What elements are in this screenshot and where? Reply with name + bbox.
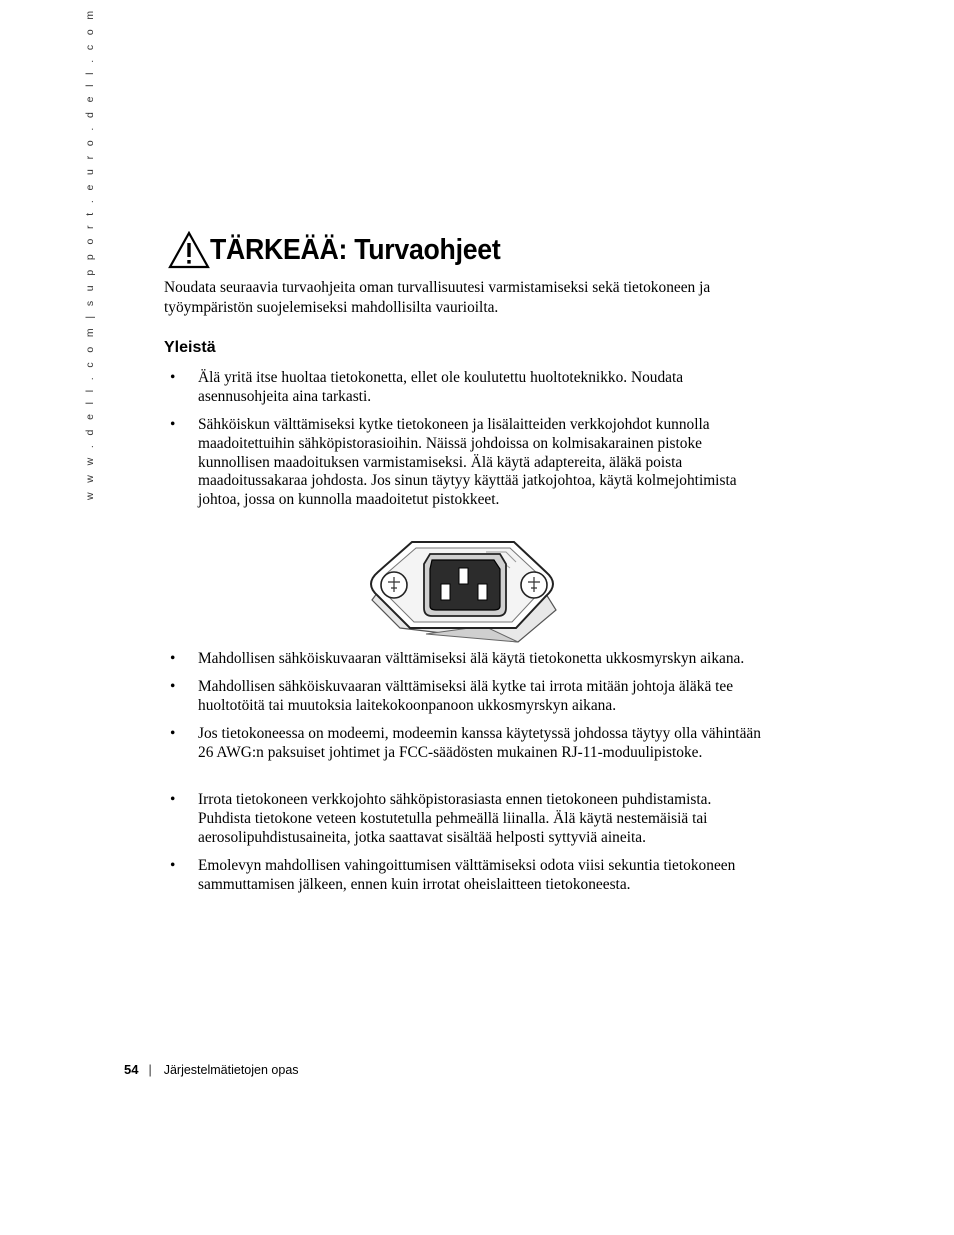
side-url: w w w . d e l l . c o m | s u p p o r t . e u r o . d e l l . c o m [84, 7, 96, 500]
intro-paragraph: Noudata seuraavia turvaohjeita oman turvallisuutesi varmistamiseksi sekä tietokoneen ja työympäristön suojelemiseksi mahdollisilta vaurioilta. [164, 279, 711, 316]
power-connector-icon [366, 538, 560, 646]
list-item [170, 678, 770, 716]
list-item-text: Mahdollisen sähköiskuvaaran välttämiseksi älä kytke tai irrota mitään johtoja äläkä tee huoltotöitä tai muutoksia laitekokoonpanoon ukkosmyrskyn aikana. [198, 678, 734, 714]
list-item-text: Sähköiskun välttämiseksi kytke tietokoneen ja lisälaitteiden verkkojohdot kunnolla maadoitettuihin sähköpistorasioihin. Näissä johdoissa on kolmisakarainen pistoke kunnollisen maadoituksen varmistamiseksi. Älä käytä adaptereita, äläkä poista maadoitussakaraa johdosta. Jos sinun täytyy käyttää jatkojohtoa, käytä kolmejohtimista johtoa, jossa on kunnolla maadoitetut pistokkeet. [198, 416, 737, 509]
page-title: TÄRKEÄÄ: Turvaohjeet [210, 233, 501, 266]
list-item-text: Älä yritä itse huoltaa tietokonetta, ellet ole koulutettu huoltoteknikko. Noudata asennusohjeita aina tarkasti. [198, 369, 684, 405]
list-item [170, 416, 770, 510]
guide-title: Järjestelmätietojen opas [163, 1062, 299, 1077]
page-number: 54 [124, 1062, 139, 1077]
list-item [170, 791, 770, 847]
page-footer [124, 1062, 299, 1077]
list-item-text: Emolevyn mahdollisen vahingoittumisen välttämiseksi odota viisi sekuntia tietokoneen sammuttamisen jälkeen, ennen kuin irrotat oheislaitteen tietokoneesta. [198, 857, 736, 893]
bullet-symbol: • [170, 416, 176, 433]
bullet-symbol: • [170, 678, 176, 695]
bullet-symbol: • [170, 369, 176, 386]
warning-triangle-icon [168, 231, 210, 269]
bullet-symbol: • [170, 650, 176, 667]
list-item-text: Irrota tietokoneen verkkojohto sähköpistorasiasta ennen tietokoneen puhdistamista. Puhdista tietokone veteen kostutetulla pehmeällä liinalla. Älä käytä nestemäisiä tai aerosolipuhdistusaineita, jotka saattavat sisältää helposti syttyviä aineita. [198, 791, 712, 846]
bullet-symbol: • [170, 857, 176, 874]
section-heading: Yleistä [164, 339, 216, 356]
title-row [168, 230, 526, 270]
list-item [170, 725, 770, 763]
list-item [170, 650, 770, 669]
list-item-text: Mahdollisen sähköiskuvaaran välttämiseksi älä käytä tietokonetta ukkosmyrskyn aikana. [198, 650, 745, 667]
list-item [170, 857, 770, 895]
list-item [170, 369, 770, 407]
bullet-symbol: • [170, 791, 176, 808]
bullet-symbol: • [170, 725, 176, 742]
footer-separator: | [148, 1062, 152, 1077]
list-item-text: Jos tietokoneessa on modeemi, modeemin kanssa käytetyssä johdossa täytyy olla vähintään 26 AWG:n paksuiset johtimet ja FCC-säädösten mukainen RJ-11-moduulipistoke. [198, 725, 761, 761]
